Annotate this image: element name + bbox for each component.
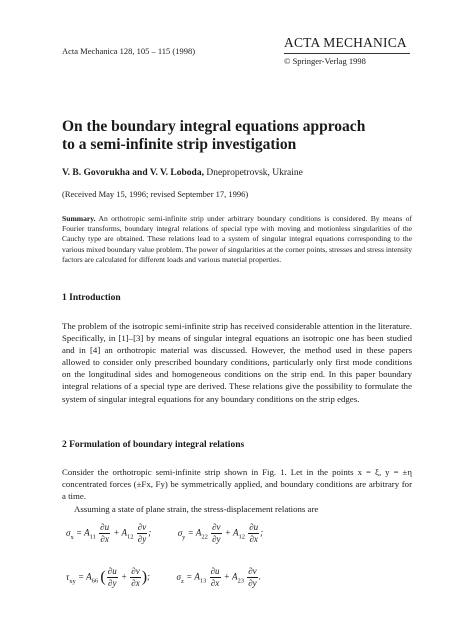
title-line-1: On the boundary integral equations approach <box>62 118 366 135</box>
summary-text: An orthotropic semi-infinite strip under arbitrary boundary conditions is considered. By means of Fourier transforms, boundary integral relations of special type with moving and motionless singularities of the Cauchy type are obtained. These relations lead to a system of singular integral equations corresponding to the various mixed boundary value problem. The power of singularities at the corner points, stresses and stress intensity factors are calculated for different loads and various material properties. <box>62 214 412 264</box>
author-affiliation: Dnepropetrovsk, Ukraine <box>206 168 303 178</box>
journal-name: ACTA MECHANICA <box>284 35 407 50</box>
formulation-paragraph-2: Assuming a state of plane strain, the stress-displacement relations are <box>74 504 319 514</box>
equation-tau-xy-sigma-z: $\tau_{xy} = A_{66}$ ( $\frac{\partial u}{\partial y}$ + $\frac{\partial v}{\partial x}$ ); $\sigma_z = A_{13}$ $\frac{\partial u}{\partial x}$ + $A_{23}$ $\frac{\partial v}{\partial y}$ . <box>66 566 261 588</box>
article-title <box>62 118 432 154</box>
section-heading-formulation: 2 Formulation of boundary integral relations <box>62 440 245 450</box>
section-heading-introduction: 1 Introduction <box>62 293 121 303</box>
equation-sigma-x-sigma-y: $\sigma_x = A_{11}$ $\frac{\partial u}{\partial x}$ + $A_{12}$ $\frac{\partial v}{\partial y}$ ; $\sigma_y = A_{22}$ $\frac{\partial v}{\partial y}$ + $A_{12}$ $\frac{\partial u}{\partial x}$ ; <box>66 522 264 544</box>
symbol-sigma-x: $\sigma_x$ <box>66 527 74 541</box>
formulation-paragraph-1: Consider the orthotropic semi-infinite strip shown in Fig. 1. Let in the points x = ξ, y = ±η concentrated forces (±Fx, Fy) be symmetrically applied, and boundary conditions are arbitrary for a time. <box>62 467 412 502</box>
summary-label: Summary. <box>62 214 96 223</box>
masthead-rule <box>284 53 410 54</box>
authors-line <box>62 168 303 178</box>
title-line-2: to a semi-infinite strip investigation <box>62 136 297 153</box>
publisher-copyright: © Springer-Verlag 1998 <box>284 56 366 66</box>
symbol-tau-xy: $\tau_{xy}$ <box>66 571 76 585</box>
received-dates: (Received May 15, 1996; revised September 17, 1996) <box>62 189 249 199</box>
journal-reference: Acta Mechanica 128, 105 – 115 (1998) <box>62 46 196 56</box>
symbol-sigma-z: $\sigma_z$ <box>176 571 184 585</box>
summary-block <box>62 214 412 265</box>
journal-masthead <box>284 35 410 66</box>
introduction-paragraph: The problem of the isotropic semi-infinite strip has received considerable attention in the literature. Specifically, in [1]–[3] by means of singular integral equations an isotropic one has been studied and in [4] an orthotropic material was discussed. However, the method used in these papers allowed to consider only prescribed boundary conditions, particularly only first mode conditions on the longitudinal sides and homogeneous conditions on the strip end. In this paper boundary integral relations of a special type are derived. These relations give the possibility to formulate the system of singular integral equations for any boundary conditions on the strip edges. <box>62 321 412 404</box>
author-names: V. B. Govorukha and V. V. Loboda, <box>62 168 204 178</box>
symbol-sigma-y: $\sigma_y$ <box>177 527 186 541</box>
